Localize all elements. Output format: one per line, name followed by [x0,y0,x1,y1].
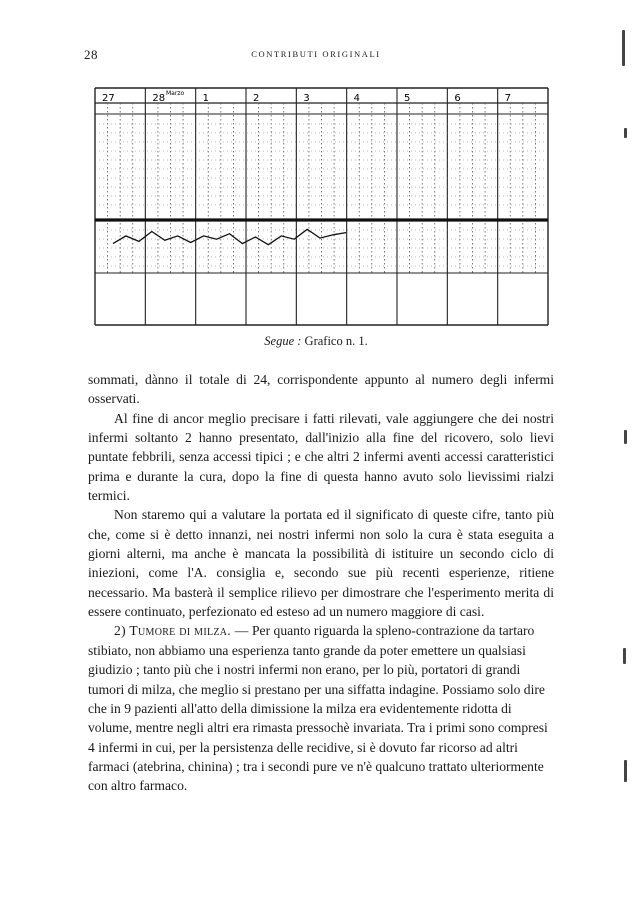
chart-day-label: 1 [202,93,210,104]
temperature-chart [0,0,632,335]
page-number: 28 [84,47,98,62]
chart-grid [95,88,548,325]
chart-month-annotation: Marzo [166,90,185,97]
chart-day-label: 2 [253,93,260,104]
chart-day-label: 7 [504,93,512,104]
section-heading-spleen: 2) Tumore di milza. — [114,623,249,639]
caption-text: Grafico n. 1. [304,334,368,348]
chart-day-label: 6 [454,93,461,104]
margin-mark [622,30,625,66]
chart-day-label: 5 [404,93,411,104]
chart-day-label: 28 [152,93,166,104]
chart-day-label: 4 [353,93,361,104]
running-title: CONTRIBUTI ORIGINALI [251,49,381,59]
paragraph-2: Al fine di ancor meglio precisare i fatti rilevati, vale aggiungere che dei nostri infermi soltanto 2 hanno presentato, dall'inizio alla fine del ricovero, solo lievi puntate febbrili, senza accessi tipici ; e che altri 2 infermi aventi accessi caratteristici prima e durante la cura, dopo la fine di questa hanno avuto solo lievissimi rialzi termici. [88,410,554,504]
margin-mark [623,648,626,664]
chart-temperature-line [113,229,346,244]
body-text [88,370,554,796]
chart-day-label: 3 [303,93,310,104]
margin-mark [624,128,627,138]
chart-day-label: 27 [102,93,115,104]
paragraph-4 [88,621,554,795]
margin-mark [624,430,627,444]
margin-mark [624,760,627,782]
caption-prefix: Segue : [264,334,302,348]
paragraph-1: sommati, dànno il totale di 24, corrispondente appunto al numero degli infermi osservati. [88,372,554,407]
paragraph-4-text: Per quanto riguarda la spleno-contrazione da tartaro stibiato, non abbiamo una esperienza tanto grande da poter emettere un qualsiasi giudizio ; tanto più che i nostri infermi non erano, per lo più, portatori di grandi tumori di milza, che meglio si prestano per una siffatta indagine. Possiamo solo dire che in 9 pazienti all'atto della dimissione la milza era evidentemente ridotta di volume, mentre negli altri era rimasta pressochè invariata. Tra i primi sono compresi 4 infermi in cui, per la persistenza delle recidive, si è dovuto far ricorso ad altri farmaci (atebrina, chinina) ; tra i secondi pure ve n'è qualcuno trattato ulteriormente con altro farmaco. [88,623,548,794]
chart-caption [0,334,632,349]
paragraph-3: Non staremo qui a valutare la portata ed il significato di queste cifre, tanto più che, come si è detto innanzi, nei nostri infermi non solo la cura è stata eseguita a giorni alterni, ma anche è mancata la possibilità di istituire un secondo ciclo di iniezioni, come l'A. consiglia e, secondo sue più recenti esperienze, ritiene necessario. Ma basterà il semplice rilievo per dimostrare che l'esperimento merita di essere continuato, perfezionato ed esteso ad un numero maggiore di casi. [88,507,554,620]
